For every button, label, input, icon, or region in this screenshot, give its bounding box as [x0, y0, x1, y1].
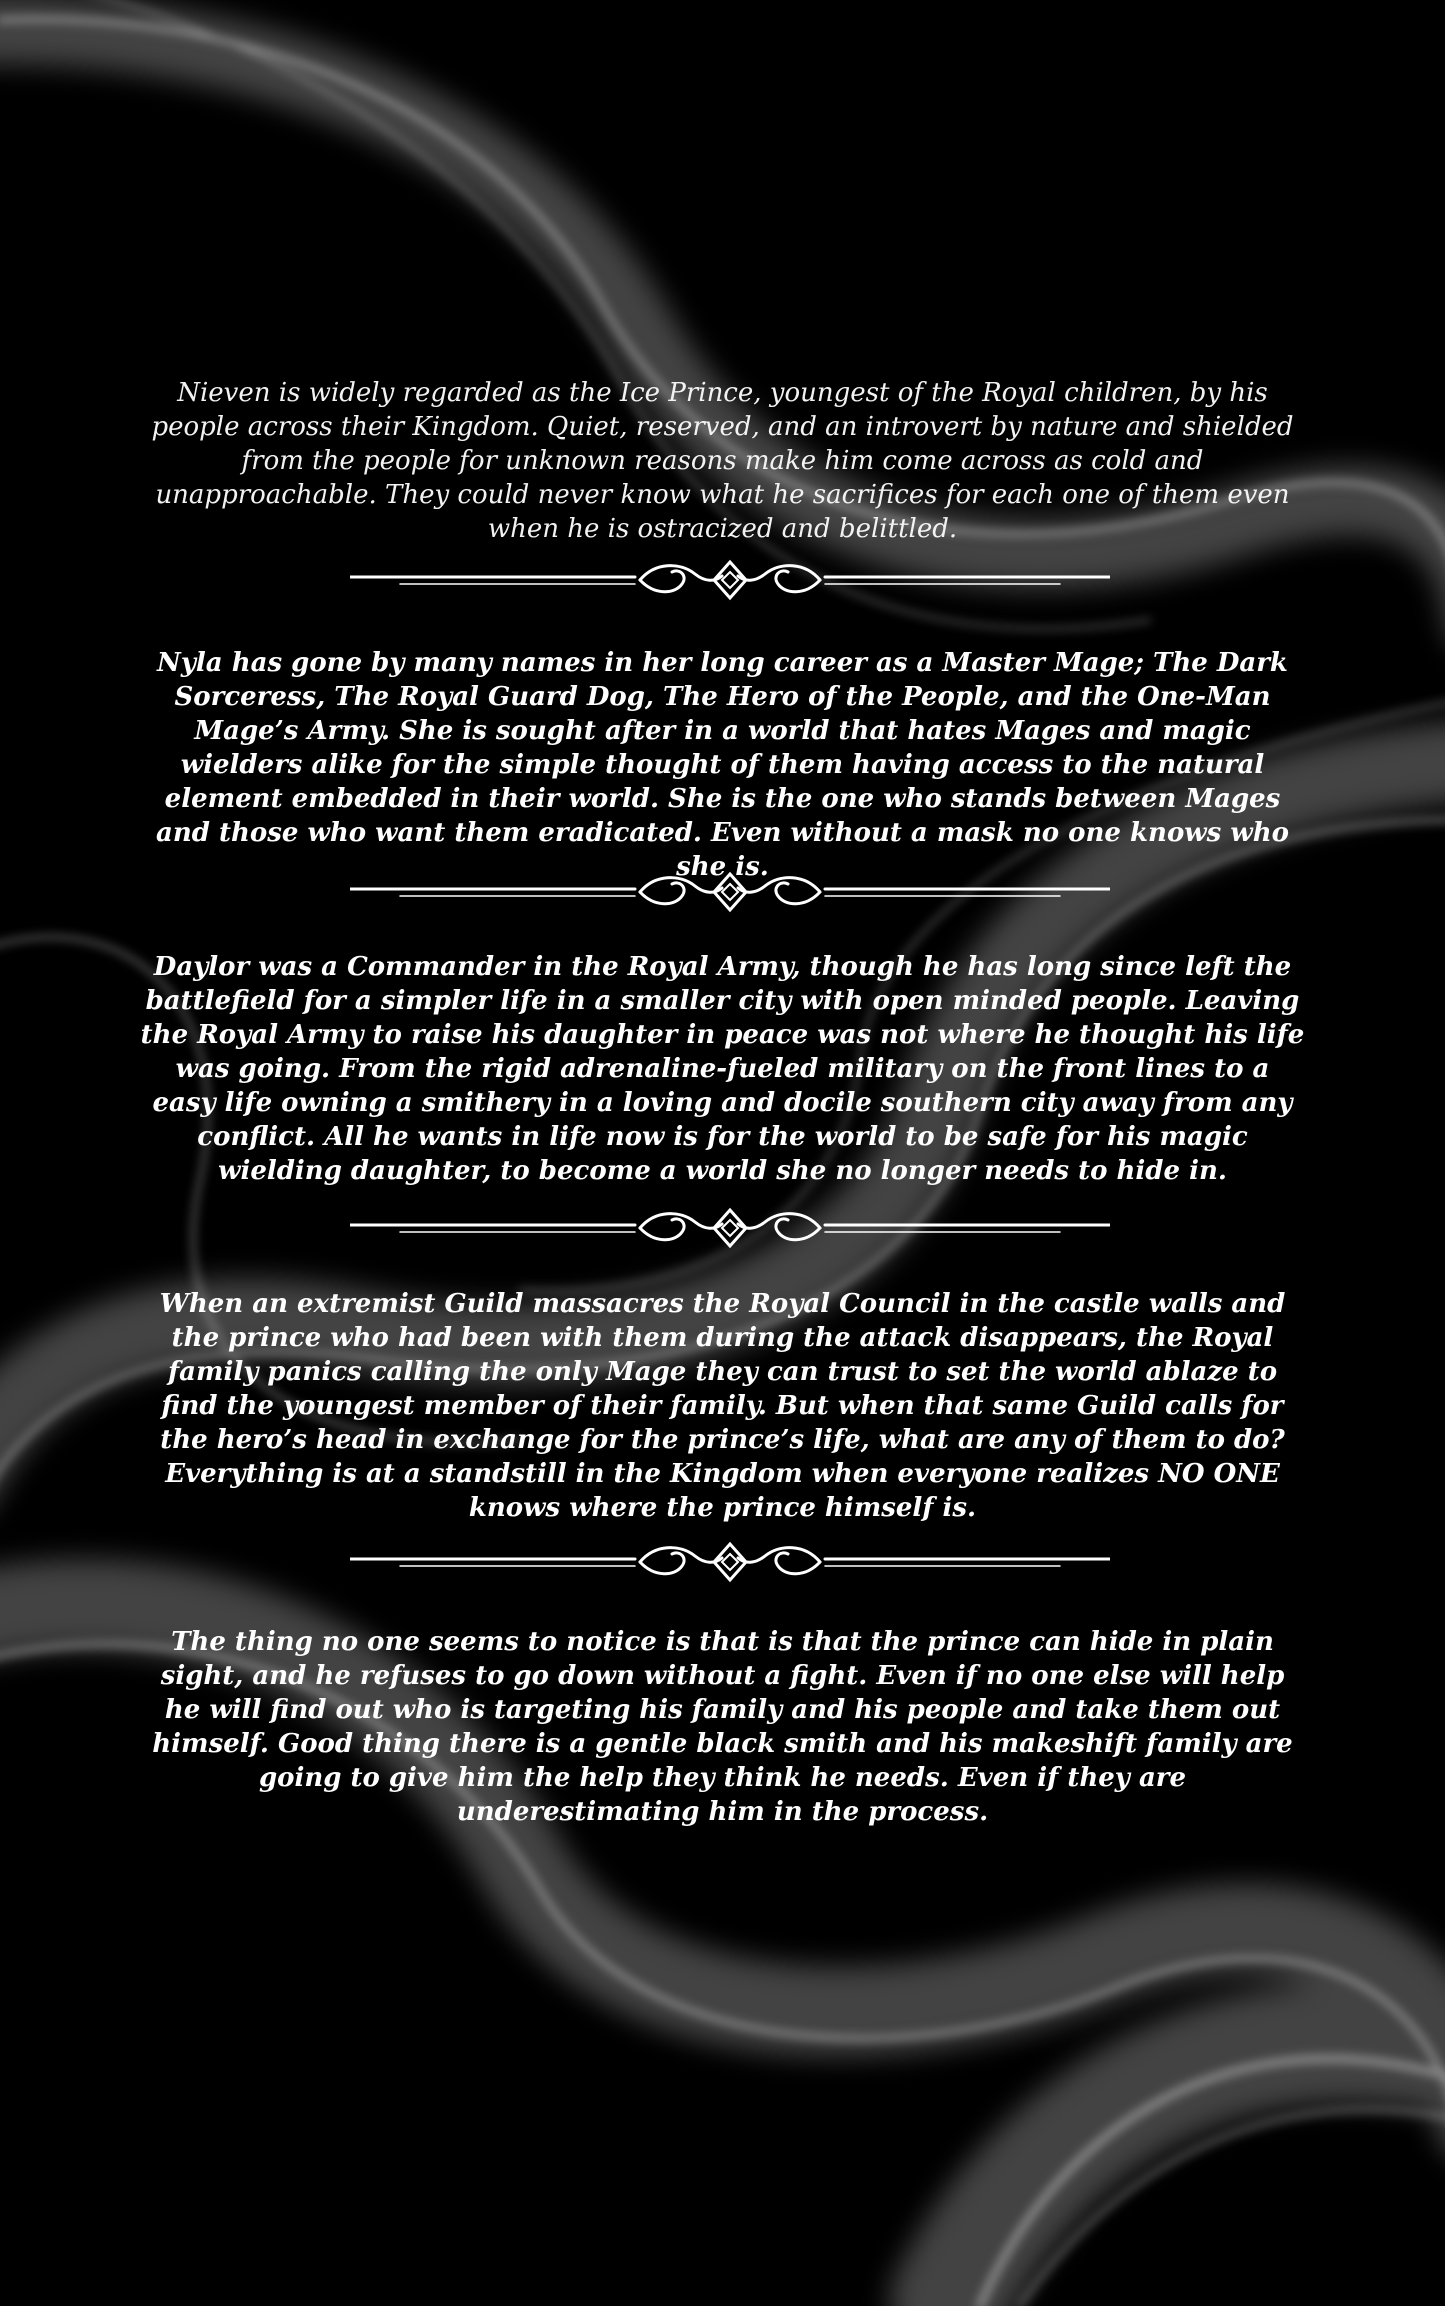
- blurb-closing: The thing no one seems to notice is that is that the prince can hide in plain sight, and he refuses to go down without a fight. Even if no one else will help he will find out who is targeting his family and his people and take them out himself. Good thing there is a gentle black smith and his makeshift family are going to give him the help they think he needs. Even if they are underestimating him in the process.: [152, 1627, 1293, 1827]
- flourish-ornament-icon: [350, 862, 1110, 932]
- flourish-ornament-icon: [350, 1198, 1110, 1268]
- flourish-ornament-icon: [350, 550, 1110, 620]
- blurb-nieven: Nieven is widely regarded as the Ice Prince, youngest of the Royal children, by his people across their Kingdom. Quiet, reserved, and an introvert by nature and shielded from the people for unknown reasons make him come across as cold and unapproachable. They could never know what he sacrifices for each one of them even when he is ostracized and belittled.: [151, 378, 1294, 544]
- blurb-plot: When an extremist Guild massacres the Royal Council in the castle walls and the prince who had been with them during the attack disappears, the Royal family panics calling the only Mage they can trust to set the world ablaze to find the youngest member of their family. But when that same Guild calls for the hero’s head in exchange for the prince’s life, what are any of them to do? Everything is at a standstill in the Kingdom when everyone realizes NO ONE knows where the prince himself is.: [159, 1289, 1286, 1523]
- blurb-daylor: Daylor was a Commander in the Royal Army, though he has long since left the battlefield for a simpler life in a smaller city with open minded people. Leaving the Royal Army to raise his daughter in peace was not where he thought his life was going. From the rigid adrenaline-fueled military on the front lines to a easy life owning a smithery in a loving and docile southern city away from any conflict. All he wants in life now is for the world to be safe for his magic wielding daughter, to become a world she no longer needs to hide in.: [140, 952, 1305, 1186]
- blurb-nyla: Nyla has gone by many names in her long career as a Master Mage; The Dark Sorceress, The Royal Guard Dog, The Hero of the People, and the One-Man Mage’s Army. She is sought after in a world that hates Mages and magic wielders alike for the simple thought of them having access to the natural element embedded in their world. She is the one who stands between Mages and those who want them eradicated. Even without a mask no one knows who she is.: [156, 648, 1289, 882]
- flourish-ornament-icon: [350, 1532, 1110, 1602]
